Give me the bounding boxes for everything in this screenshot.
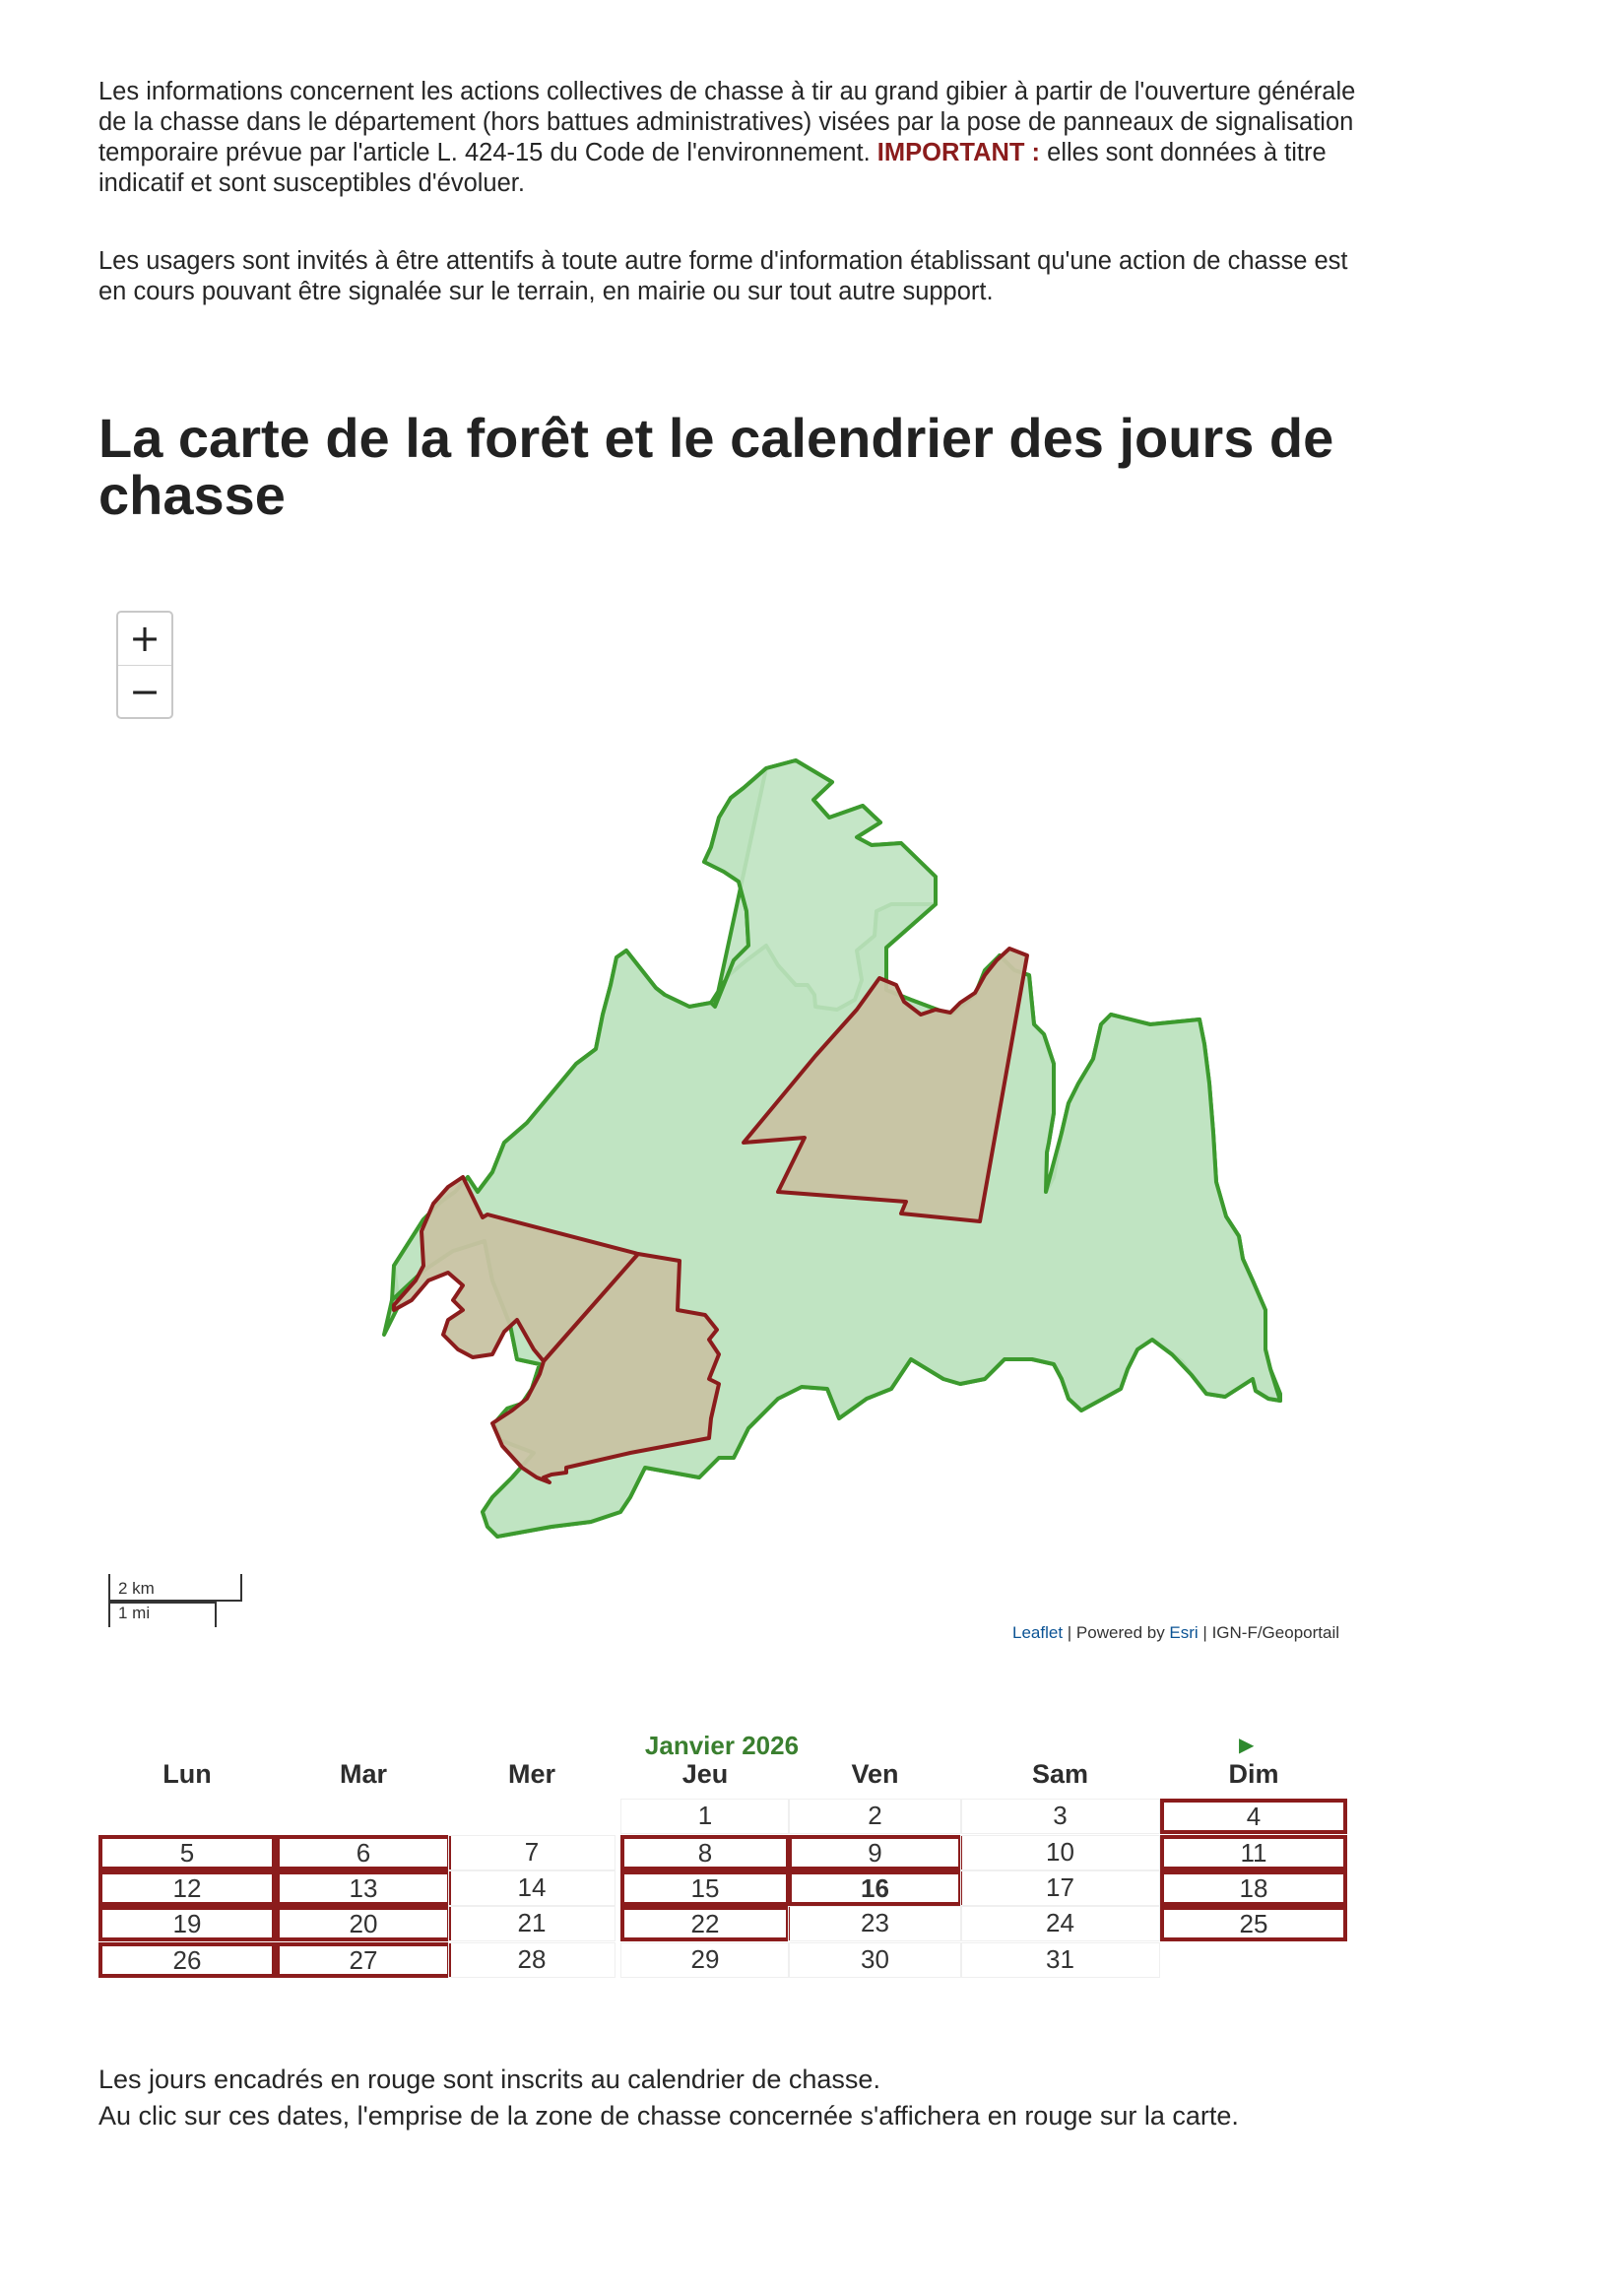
calendar-day: 24: [960, 1906, 1160, 1941]
next-month-icon[interactable]: ▶: [1239, 1733, 1255, 1756]
attribution-separator-1: | Powered by: [1063, 1623, 1170, 1642]
legend-line-1: Les jours encadrés en rouge sont inscrits au calendrier de chasse.: [98, 2065, 880, 2094]
calendar-day-hunting[interactable]: 27: [276, 1942, 451, 1978]
calendar-day-hunting[interactable]: 8: [620, 1835, 790, 1870]
calendar-day: 29: [620, 1942, 790, 1978]
weekday-header-sam: Sam: [1031, 1759, 1089, 1789]
zoom-out-button[interactable]: −: [129, 670, 161, 713]
calendar-day-hunting[interactable]: 26: [98, 1942, 276, 1978]
calendar-day: 14: [448, 1870, 616, 1906]
calendar-day-hunting[interactable]: 22: [620, 1906, 790, 1941]
map-attribution: [1012, 1623, 1339, 1643]
calendar-day-hunting[interactable]: 11: [1160, 1835, 1347, 1870]
zoom-in-button[interactable]: +: [118, 613, 171, 666]
calendar-day-hunting[interactable]: 9: [788, 1835, 962, 1870]
important-label: IMPORTANT :: [876, 139, 1041, 166]
weekday-header-lun: Lun: [162, 1759, 212, 1789]
intro-text: Les informations concernent les actions collectives de chasse à tir au grand gibier à partir de l'ouverture générale de la chasse dans le département (hors battues administratives) visées par la pose de panneaux de signalisation temporaire prévue par l'article L. 424-15 du Code de l'environnement.: [98, 78, 1356, 166]
calendar-day-hunting[interactable]: 15: [620, 1870, 790, 1906]
calendar-day-hunting[interactable]: 4: [1160, 1799, 1347, 1834]
weekday-header-mer: Mer: [507, 1759, 555, 1789]
weekday-header-dim: Dim: [1228, 1759, 1279, 1789]
weekday-header-jeu: Jeu: [681, 1759, 729, 1789]
calendar-month-title: Janvier 2026: [644, 1731, 800, 1760]
calendar-day: 23: [788, 1906, 962, 1941]
weekday-header-mar: Mar: [339, 1759, 387, 1789]
calendar-day: 10: [960, 1835, 1160, 1870]
weekday-header-ven: Ven: [851, 1759, 899, 1789]
intro-text-tail: elles sont données à titre indicatif et sont susceptibles d'évoluer.: [98, 139, 1327, 197]
leaflet-link[interactable]: Leaflet: [1012, 1623, 1064, 1642]
intro-paragraph-2: Les usagers sont invités à être attentifs à toute autre forme d'information établissant qu'une action de chasse est en cours pouvant être signalée sur le terrain, en mairie ou sur tout autre support.: [98, 247, 1348, 305]
calendar-day: 3: [960, 1799, 1160, 1834]
esri-link[interactable]: Esri: [1169, 1623, 1199, 1642]
calendar-day-hunting[interactable]: 25: [1160, 1906, 1347, 1941]
calendar-legend: [98, 2062, 1239, 2134]
calendar-day-hunting[interactable]: 19: [98, 1906, 276, 1941]
calendar-day: 2: [788, 1799, 962, 1834]
calendar-day-hunting[interactable]: 18: [1160, 1870, 1347, 1906]
zoom-control: [116, 611, 173, 719]
calendar-day: 1: [620, 1799, 790, 1834]
calendar-day: 30: [788, 1942, 962, 1978]
calendar-day: 7: [448, 1835, 616, 1870]
calendar-day-hunting[interactable]: 16: [788, 1870, 962, 1906]
scale-mi: 1 mi: [108, 1602, 217, 1627]
calendar-day-hunting[interactable]: 6: [276, 1835, 451, 1870]
calendar-day: 21: [448, 1906, 616, 1941]
calendar-day: 17: [960, 1870, 1160, 1906]
calendar-day-hunting[interactable]: 13: [276, 1870, 451, 1906]
calendar-day-hunting[interactable]: 20: [276, 1906, 451, 1941]
calendar-day: 31: [960, 1942, 1160, 1978]
legend-line-2: Au clic sur ces dates, l'emprise de la zone de chasse concernée s'affichera en rouge sur la carte.: [98, 2101, 1239, 2131]
calendar-day: 28: [448, 1942, 616, 1978]
calendar-day-hunting[interactable]: 12: [98, 1870, 276, 1906]
scale-km: 2 km: [108, 1574, 242, 1602]
attribution-separator-2: | IGN-F/Geoportail: [1198, 1623, 1339, 1642]
calendar-day-hunting[interactable]: 5: [98, 1835, 276, 1870]
page-title: La carte de la forêt et le calendrier des jours de chasse: [98, 407, 1334, 526]
